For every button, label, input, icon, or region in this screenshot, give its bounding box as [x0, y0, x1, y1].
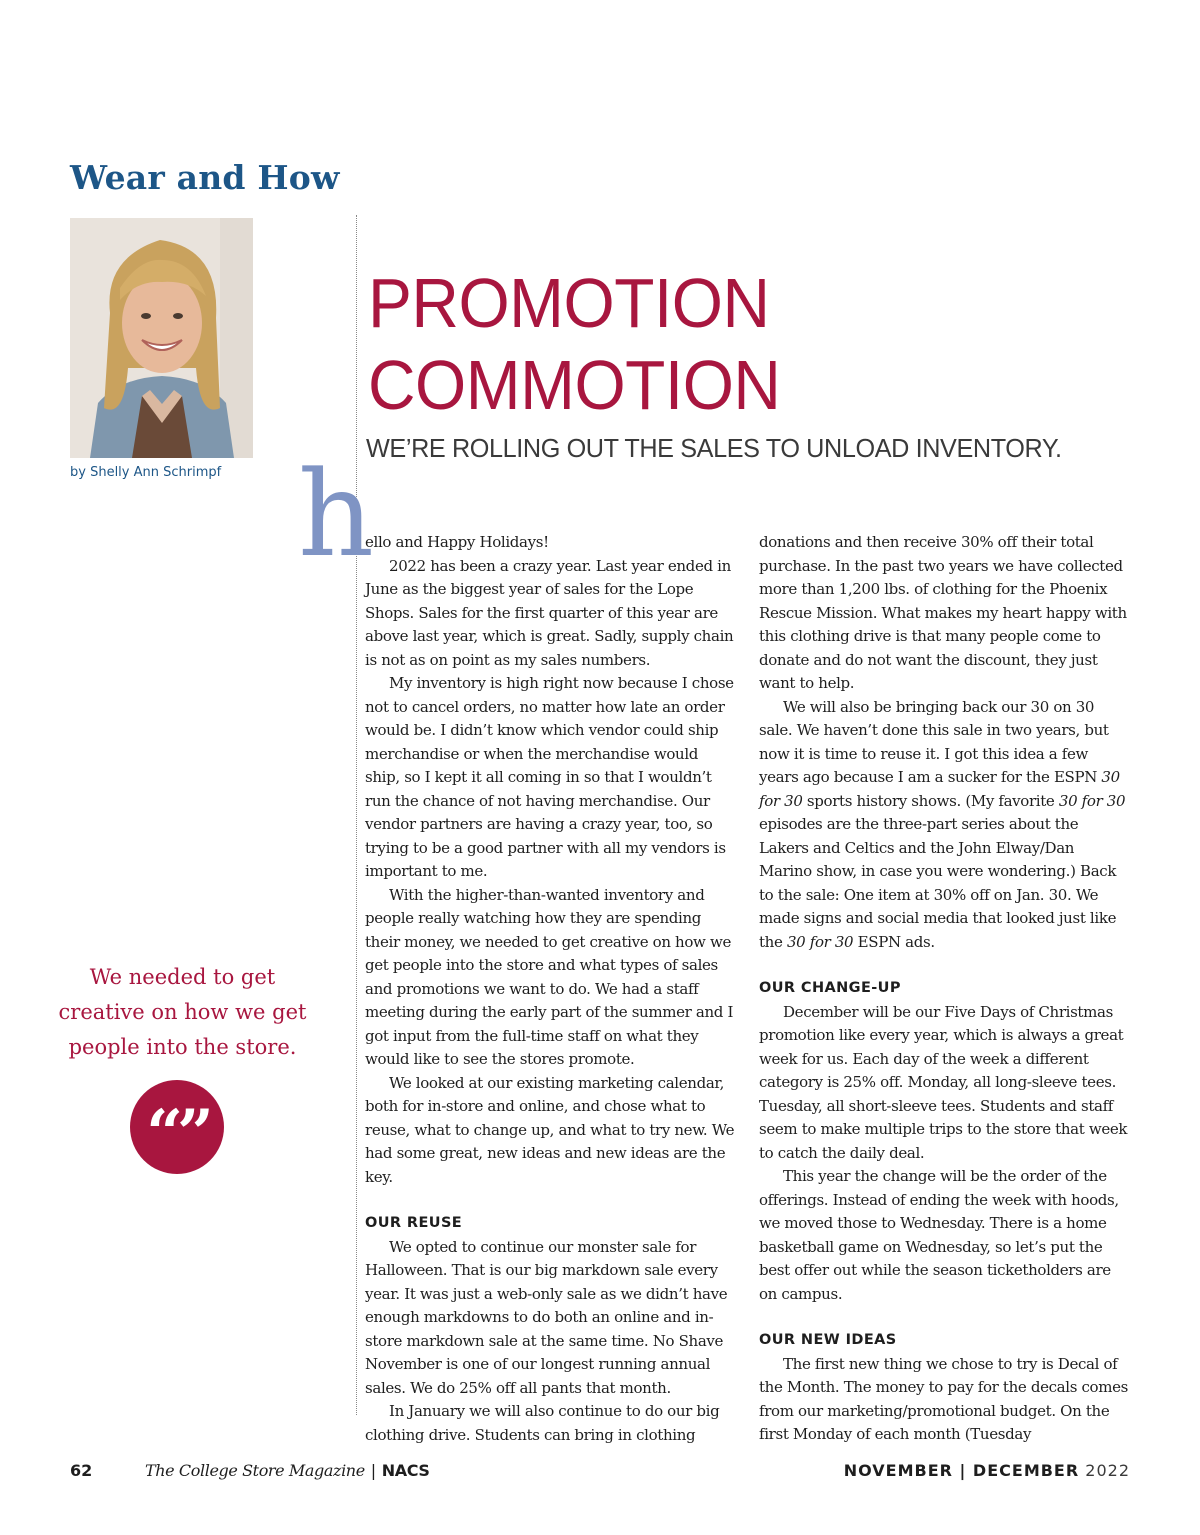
issue-year: 2022: [1085, 1461, 1130, 1480]
paragraph: With the higher-than-wanted inventory and people really watching how they are spending their money, we needed to get creative on how we get people into the store and what types of sales and promotions we want to do. We had a staff meeting during the early part of the summer and I got input from the full-time staff on what they would like to see the stores promote.: [365, 885, 734, 1068]
paragraph: My inventory is high right now because I chose not to cancel orders, no matter how late an order would be. I didn’t know which vendor could ship merchandise or when the merchandise would ship, so I kept it all coming in so that I wouldn’t run the chance of not having merchandise. Our vendor partners are having a crazy year, too, so trying to be a good partner with all my vendors is important to me.: [365, 674, 734, 880]
show-title: 30 for 30: [759, 768, 1120, 810]
article-deck: WE’RE ROLLING OUT THE SALES TO UNLOAD INVENTORY.: [366, 433, 1062, 463]
paragraph: We opted to continue our monster sale for Halloween. That is our big markdown sale every year. It was just a web-only sale as we didn’t have enough markdowns to do both an online and in-store markdown sale at the same time. No Shave November is one of our longest running annual sales. We do 25% off all pants that month.: [365, 1237, 728, 1397]
issue-date: [844, 1461, 1130, 1480]
section-heading-change-up: OUR CHANGE-UP: [759, 980, 901, 996]
footer-separator: |: [370, 1461, 376, 1480]
byline: by Shelly Ann Schrimpf: [70, 465, 222, 480]
title-line-2: COMMOTION: [368, 346, 781, 424]
text-run: ESPN ads.: [853, 932, 935, 951]
paragraph-30-for-30: [759, 696, 1131, 955]
paragraph: We looked at our existing marketing calendar, both for in-store and online, and chose what to reuse, what to change up, and what to try new. We had some great, new ideas and new ideas are the key.: [365, 1073, 735, 1186]
text-run: episodes are the three-part series about the Lakers and Celtics and the John Elway/Dan Marino show, in case you were wondering.) Back to the sale: One item at 30% off on Jan. 30. We made signs and social media that looked just like the: [759, 815, 1117, 951]
text-run: We will also be bringing back our 30 on 30 sale. We haven’t done this sale in two years, but now it is time to reuse it. I got this idea a few years ago because I am a sucker for the ESPN: [759, 697, 1109, 786]
section-heading-new-ideas: OUR NEW IDEAS: [759, 1332, 897, 1348]
paragraph: December will be our Five Days of Christmas promotion like every year, which is always a great week for us. Each day of the week a different category is 25% off. Monday, all long-sleeve tees. Tuesday, all short-sleeve tees. Students and staff seem to make multiple trips to the store that week to catch the daily deal.: [759, 1002, 1128, 1162]
body-column-right: [759, 531, 1131, 1447]
magazine-name: The College Store Magazine: [145, 1461, 365, 1480]
paragraph: donations and then receive 30% off their total purchase. In the past two years we have collected more than 1,200 lbs. of clothing for the Phoenix Rescue Mission. What makes my heart happy with this clothing drive is that many people come to donate and do not want the discount, they just want to help.: [759, 533, 1127, 692]
paragraph: In January we will also continue to do our big clothing drive. Students can bring in clothing: [365, 1402, 720, 1444]
show-title: 30 for 30: [786, 932, 854, 951]
org-name: NACS: [381, 1461, 430, 1480]
article-title: [368, 262, 780, 426]
section-heading-reuse: OUR REUSE: [365, 1215, 463, 1231]
text-run: sports history shows. (My favorite: [802, 791, 1059, 810]
body-column-left: [365, 531, 737, 1447]
pull-quote: We needed to get creative on how we get people into the store.: [58, 965, 307, 1059]
quote-marks-icon: “”: [130, 1080, 224, 1174]
magazine-credit: [145, 1461, 430, 1480]
column-head: Wear and How: [70, 158, 340, 197]
author-photo: [70, 218, 253, 458]
title-line-1: PROMOTION: [368, 264, 770, 342]
drop-cap: h: [298, 445, 374, 583]
paragraph: 2022 has been a crazy year. Last year ended in June as the biggest year of sales for the Lope Shops. Sales for the first quarter of this year are above last year, which is great. Sadly, supply chain is not as on point as my sales numbers.: [365, 556, 734, 669]
issue-months: NOVEMBER | DECEMBER: [843, 1461, 1080, 1480]
paragraph: This year the change will be the order of the offerings. Instead of ending the week with hoods, we moved those to Wednesday. There is a home basketball game on Wednesday, so let’s put the best offer out while the season ticketholders are on campus.: [759, 1167, 1119, 1303]
paragraph: The first new thing we chose to try is Decal of the Month. The money to pay for the decals comes from our marketing/promotional budget. On the first Monday of each month (Tuesday: [759, 1354, 1128, 1443]
page-footer: [70, 1461, 1130, 1485]
column-divider: [356, 215, 357, 1415]
page-number: 62: [70, 1461, 93, 1480]
show-title: 30 for 30: [1058, 791, 1126, 810]
paragraph: ello and Happy Holidays!: [365, 533, 549, 551]
